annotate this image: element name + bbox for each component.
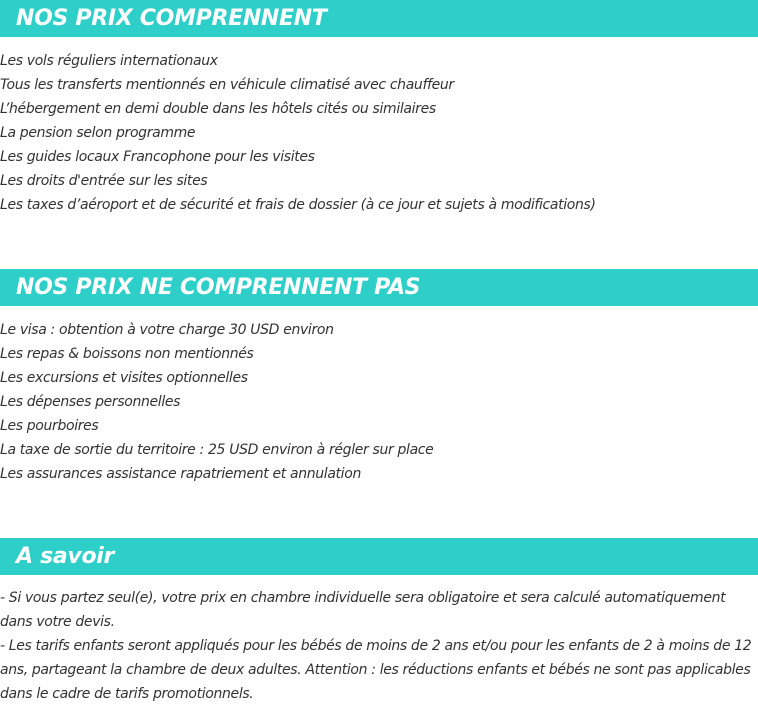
list-item: Les assurances assistance rapatriement et annulation xyxy=(0,466,361,482)
list-item: Les pourboires xyxy=(0,418,99,434)
list-item: L’hébergement en demi double dans les hôtels cités ou similaires xyxy=(0,101,436,117)
section-header-a-savoir: A savoir xyxy=(0,538,758,575)
section-spacer xyxy=(0,486,758,538)
info-paragraph: - Si vous partez seul(e), votre prix en chambre individuelle sera obligatoire et sera calculé automatiquement dans votre devis. xyxy=(0,590,726,630)
info-paragraph: - Les tarifs enfants seront appliqués pour les bébés de moins de 2 ans et/ou pour les enfants de 2 à moins de 12 ans, partageant la chambre de deux adultes. Attention : les réductions enfants et bébés ne sont pas applicables dans le cadre de tarifs promotionnels. xyxy=(0,638,752,702)
not-included-list xyxy=(0,306,758,486)
list-item: Les taxes d’aéroport et de sécurité et frais de dossier (à ce jour et sujets à modifications) xyxy=(0,197,596,213)
list-item: Les vols réguliers internationaux xyxy=(0,53,218,69)
list-item: Le visa : obtention à votre charge 30 USD environ xyxy=(0,322,334,338)
section-spacer xyxy=(0,217,758,269)
list-item: Les droits d'entrée sur les sites xyxy=(0,173,208,189)
list-item: Les excursions et visites optionnelles xyxy=(0,370,248,386)
list-item: La pension selon programme xyxy=(0,125,196,141)
list-item: Tous les transferts mentionnés en véhicule climatisé avec chauffeur xyxy=(0,77,454,93)
list-item: La taxe de sortie du territoire : 25 USD environ à régler sur place xyxy=(0,442,434,458)
section-not-included xyxy=(0,269,758,486)
included-list xyxy=(0,37,758,217)
list-item: Les guides locaux Francophone pour les visites xyxy=(0,149,315,165)
section-included xyxy=(0,0,758,217)
list-item: Les repas & boissons non mentionnés xyxy=(0,346,254,362)
section-header-included: NOS PRIX COMPRENNENT xyxy=(0,0,758,37)
a-savoir-text xyxy=(0,575,758,706)
section-a-savoir xyxy=(0,538,758,706)
list-item: Les dépenses personnelles xyxy=(0,394,181,410)
section-header-not-included: NOS PRIX NE COMPRENNENT PAS xyxy=(0,269,758,306)
